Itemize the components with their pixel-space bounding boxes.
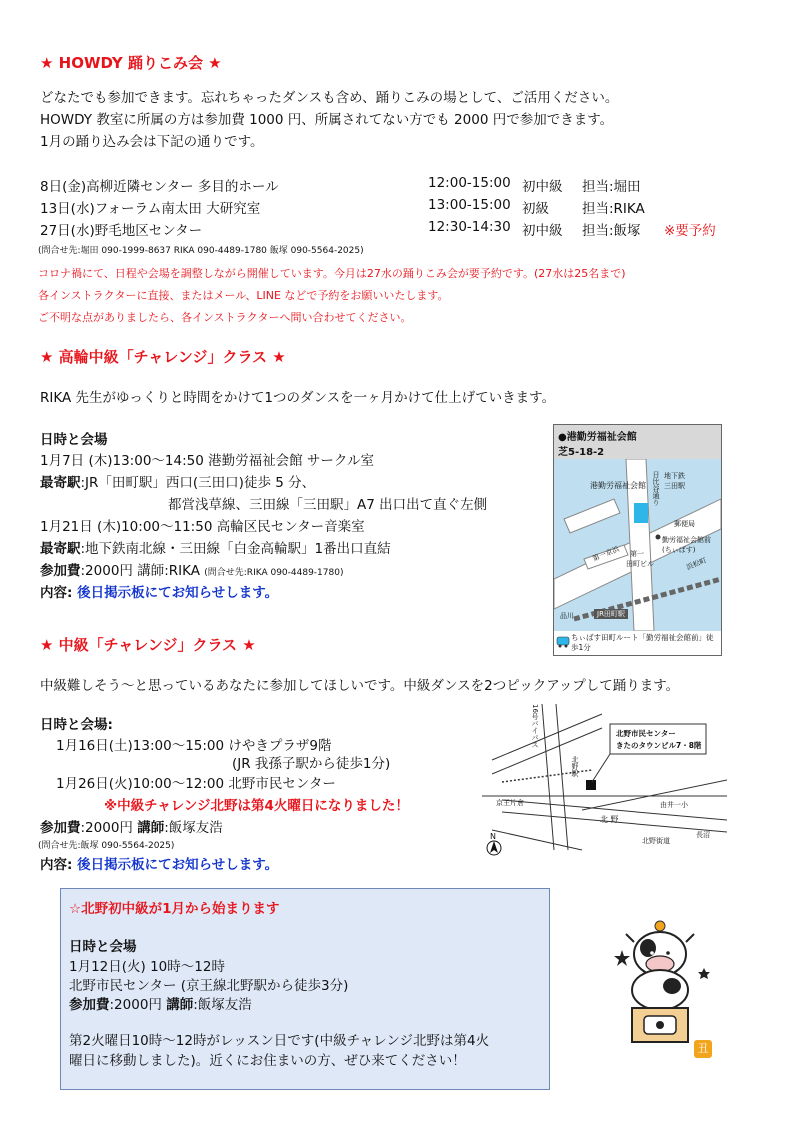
howdy-intro-3: 1月の踊り込み会は下記の通りです。 — [40, 134, 264, 150]
schedule-time: 12:00-15:00 — [428, 175, 511, 191]
chukyu-datetime-label: 日時と会場: — [40, 717, 113, 733]
schedule-level: 初級 — [522, 201, 549, 217]
chukyu-intro: 中級難しそう～と思っているあなたに参加してほしいです。中級ダンスを2つピックアップして踊ります。 — [40, 678, 680, 694]
kitano-box-body-2: 曜日に移動しました)。近くにお住まいの方、ぜひ来てください！ — [69, 1053, 466, 1069]
kitano-box-title: ☆北野初中級が1月から始まります — [69, 901, 280, 917]
kitano-box-body-1: 第2火曜日10時～12時がレッスン日です(中級チャレンジ北野は第4火 — [69, 1033, 490, 1049]
map2-kitano-kaido-label: 北野街道 — [642, 837, 670, 845]
map2-station-label: 北野駅 — [571, 756, 579, 777]
map-subway-label: 地下鉄 — [664, 472, 685, 480]
ox-badge: 丑 — [694, 1040, 712, 1058]
map-jr-tamachi-label: JR田町駅 — [594, 609, 628, 619]
howdy-notice-2: 各インストラクターに直接、またはメール、LINE などで予約をお願いいたします。 — [38, 289, 449, 302]
map-mita-label: 三田駅 — [664, 482, 685, 490]
howdy-contact: (問合せ先:堀田 090-1999-8637 RIKA 090-4489-1780 飯塚 090-5564-2025) — [38, 246, 364, 256]
kitano-info-box — [60, 888, 550, 1090]
teacher-value: :RIKA — [164, 563, 200, 579]
map-subtitle: 芝5-18-2 — [558, 447, 605, 458]
chukyu-line-1b: (JR 我孫子駅から徒歩1分) — [232, 756, 391, 772]
station-label: 最寄駅 — [40, 541, 81, 557]
kitano-box-datetime-label: 日時と会場 — [69, 939, 137, 955]
howdy-intro-1: どなたでも参加できます。忘れちゃったダンスも含め、踊りこみの場として、ご活用ください。 — [40, 90, 619, 106]
fee-label: 参加費 — [40, 820, 81, 836]
map-footer-text: ちぃばす田町ルート「勤労福祉会館前」徒歩1分 — [571, 633, 714, 652]
kitano-box-line-1: 1月12日(火) 10時～12時 — [69, 959, 225, 975]
map2-north-label: N — [490, 832, 496, 841]
schedule-level: 初中級 — [522, 223, 563, 239]
takanawa-line-1: 1月7日 (木)13:00～14:50 港勤労福祉会館 サークル室 — [40, 453, 374, 469]
kitano-box-line-2: 北野市民センター (京王線北野駅から徒歩3分) — [69, 978, 349, 994]
station-label: 最寄駅 — [40, 475, 81, 491]
map2-roads — [482, 700, 727, 858]
schedule-time: 12:30-14:30 — [428, 219, 511, 235]
takanawa-station-1 — [40, 471, 315, 491]
map-footer — [554, 631, 721, 655]
map2-school-label: 由井一小 — [660, 801, 688, 809]
compass-icon — [486, 840, 502, 856]
chukyu-title: ★ 中級「チャレンジ」クラス ★ — [40, 636, 256, 654]
kitano-box-fee — [69, 993, 252, 1013]
content-text: 後日掲示板にてお知らせします。 — [77, 857, 279, 873]
map-hamamatsu-label: 浜松町 — [685, 556, 708, 572]
content-label: 内容: — [40, 857, 73, 873]
schedule-place: 27日(水)野毛地区センター — [40, 223, 203, 239]
chukyu-fee — [40, 816, 223, 836]
map-kitano — [482, 700, 727, 858]
map-daiichi-keihin-label: 第一京浜 — [591, 545, 621, 563]
schedule-level: 初中級 — [522, 179, 563, 195]
schedule-place: 8日(金)高柳近隣センター 多目的ホール — [40, 179, 279, 195]
fee-value: :2000円 — [80, 820, 138, 836]
schedule-staff: 担当:RIKA — [582, 201, 645, 217]
chukyu-contact: (問合せ先:飯塚 090-5564-2025) — [38, 841, 175, 851]
map-tamachi-building-label: 田町ビル — [626, 560, 654, 568]
chukyu-line-1: 1月16日(土)13:00～15:00 けやきプラザ9階 — [56, 738, 332, 754]
map-daiichi-label: 第一 — [630, 550, 644, 558]
station-text: :JR「田町駅」西口(三田口)徒歩 5 分、 — [80, 475, 316, 491]
map-busstop-label: 勤労福祉会館前 — [662, 536, 711, 544]
takanawa-fee — [40, 559, 343, 579]
reservation-required-note: ※要予約 — [664, 223, 716, 239]
schedule-staff: 担当:飯塚 — [582, 223, 641, 239]
teacher-label: 講師 — [137, 820, 165, 836]
map2-kitano-label: 北 野 — [600, 815, 619, 824]
map2-building-label: きたのタウンビル7・8階 — [616, 741, 702, 750]
fee-value: :2000円 講師 — [80, 563, 165, 579]
bus-icon — [556, 636, 570, 648]
ox-mascot — [610, 920, 720, 1060]
station-text: :地下鉄南北線・三田線「白金高輪駅」1番出口直結 — [80, 541, 391, 557]
schedule-time: 13:00-15:00 — [428, 197, 511, 213]
howdy-notice-3: ご不明な点がありましたら、各インストラクターへ問い合わせてください。 — [38, 311, 412, 324]
map2-keio-label: 京王片倉 — [496, 799, 524, 807]
teacher-value: :飯塚友浩 — [193, 997, 252, 1013]
map-chiibasu-label: (ちぃばす) — [662, 546, 696, 554]
schedule-place: 13日(水)フォーラム南太田 大研究室 — [40, 201, 261, 217]
map-minato-kinro — [553, 424, 722, 656]
takanawa-station-2: 都営浅草線、三田線「三田駅」A7 出口出て直ぐ左側 — [168, 497, 488, 513]
content-label: 内容: — [40, 585, 73, 601]
map2-nagasawa-label: 長沼 — [696, 831, 710, 839]
howdy-title: ★ HOWDY 踊りこみ会 ★ — [40, 54, 222, 72]
teacher-contact: (問合せ先:RIKA 090-4489-1780) — [204, 568, 344, 578]
map2-route16-label: 16号バイパス — [531, 704, 539, 748]
map-road-label: 日比谷通り — [652, 471, 660, 506]
takanawa-station-3 — [40, 537, 391, 557]
teacher-label: 講師 — [166, 997, 194, 1013]
chukyu-notice: ※中級チャレンジ北野は第4火曜日になりました！ — [104, 798, 409, 814]
fee-label: 参加費 — [40, 563, 81, 579]
takanawa-content — [40, 581, 278, 601]
ox-illustration — [610, 920, 720, 1060]
fee-label: 参加費 — [69, 997, 110, 1013]
map2-center-label: 北野市民センター — [616, 729, 676, 738]
takanawa-intro: RIKA 先生がゆっくりと時間をかけて1つのダンスを一ヶ月かけて仕上げていきます。 — [40, 390, 556, 406]
howdy-notice-1: コロナ禍にて、日程や会場を調整しながら開催しています。今月は27水の踊りこみ会が要予約です。(27水は25名まで) — [38, 267, 626, 280]
schedule-staff: 担当:堀田 — [582, 179, 641, 195]
content-text: 後日掲示板にてお知らせします。 — [77, 585, 279, 601]
takanawa-line-2: 1月21日 (木)10:00～11:50 高輪区民センター音楽室 — [40, 519, 365, 535]
map-building-label: 港勤労福祉会館 — [590, 481, 646, 490]
map-title: ●港勤労福祉会館 — [558, 432, 637, 443]
takanawa-datetime-label: 日時と会場 — [40, 432, 108, 448]
teacher-value: :飯塚友浩 — [164, 820, 223, 836]
map-shinagawa-label: 品川 — [560, 612, 574, 620]
fee-value: :2000円 — [109, 997, 167, 1013]
chukyu-line-2: 1月26日(火)10:00～12:00 北野市民センター — [56, 776, 336, 792]
howdy-intro-2: HOWDY 教室に所属の方は参加費 1000 円、所属されてない方でも 2000 円で参加できます。 — [40, 112, 614, 128]
map-post-label: 郵便局 — [674, 520, 695, 528]
chukyu-content — [40, 853, 278, 873]
takanawa-title: ★ 高輪中級「チャレンジ」クラス ★ — [40, 348, 286, 366]
